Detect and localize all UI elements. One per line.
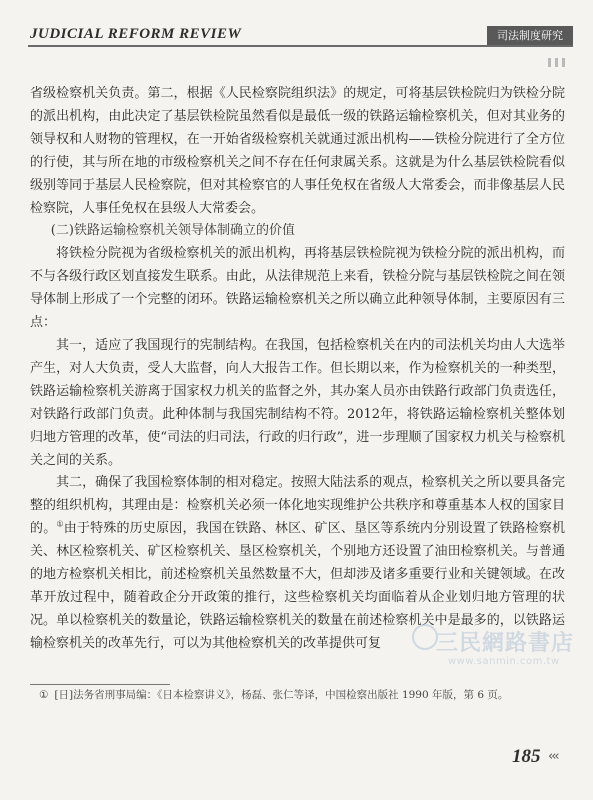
watermark-text: 三民網路書店 [436,631,575,656]
running-header [28,20,573,50]
footnote-rule [30,684,170,685]
watermark-logo-icon [412,624,438,650]
page-chevron-icon: ‹‹‹ [548,749,558,764]
paragraph-text: 由于特殊的历史原因，我国在铁路、林区、矿区、垦区等系统内分别设置了铁路检察机关、林区检察机关、矿区检察机关、垦区检察机关，个别地方还设置了油田检察机关。与普通的地方检察机关相比，前述检察机关虽然数量不大，但却涉及诸多重要行业和关键领域。在改革开放过程中，随着政企分开政策的推行，这些检察机关均面临着从企业划归地方管理的状况。单以检察机关的数量论，铁路运输检察机关的数量在前述检察机关中是最多的，以铁路运输检察机关的改革先行，可以为其他检察机关的改革提供可复 [30,521,565,651]
paragraph: 其一，适应了我国现行的宪制结构。在我国，包括检察机关在内的司法机关均由人大选举产生，对人大负责，受人大监督，向人大报告工作。但长期以来，作为检察机关的一种类型，铁路运输检察机关游离于国家权力机关的监督之外，其办案人员亦由铁路行政部门负责选任，对铁路行政部门负责。此种体制与我国宪制结构不符。2012年，将铁路运输检察机关整体划归地方管理的改革，使“司法的归司法，行政的归行政”，进一步理顺了国家权力机关与检察机关之间的关系。 [30,337,565,468]
publisher-watermark [418,622,578,672]
paragraph: 省级检察机关负责。第二，根据《人民检察院组织法》的规定，可将基层铁检院归为铁检分院的派出机构，由此决定了基层铁检院虽然看似是最低一级的铁路运输检察机关，但对其业务的领导权和人财物的管理权，在一开始省级检察机关就通过派出机构——铁检分院进行了全方位的行使，其与所在地的市级检察机关之间不存在任何隶属关系。这就是为什么基层铁检院看似级别等同于基层人民检察院，但对其检察官的人事任免权在省级人大常委会，而非像基层人民检察院，人事任免权在县级人大常委会。 [30,86,565,216]
body-text [30,83,565,656]
footnote-ref[interactable]: ① [56,519,64,529]
footnote-text: [日]法务省刑事局编：《日本检察讲义》，杨磊、张仁等译，中国检察出版社 1990 年版，第 6 页。 [54,689,509,701]
footnote [30,686,565,705]
journal-title: JUDICIAL REFORM REVIEW [30,26,242,42]
watermark-url: www.sanmin.com.tw [448,656,560,667]
header-rule [28,45,573,47]
paragraph: 将铁检分院视为省级检察机关的派出机构，再将基层铁检院视为铁检分院的派出机构，而不与各级行政区划直接发生联系。由此，从法律规范上来看，铁检分院与基层铁检院之间在领导体制上形成了一个完整的闭环。铁路运输检察机关之所以确立此种领导体制，主要原因有三点： [30,246,565,331]
paragraph-text: 其二，确保了我国检察体制的相对稳定。按照大陆法系的观点，检察机关之所以要具备完整的组织机构，其理由是：检察机关必须一体化地实现维护公共秩序和尊重基本人权的国家目的。 [30,475,565,537]
footnote-mark: ① [39,689,49,701]
section-tag: 司法制度研究 [487,26,573,45]
header-decoration [544,52,565,71]
section-subheading: (二)铁路运输检察机关领导体制确立的价值 [50,223,295,239]
page-number: 185 [512,746,541,767]
